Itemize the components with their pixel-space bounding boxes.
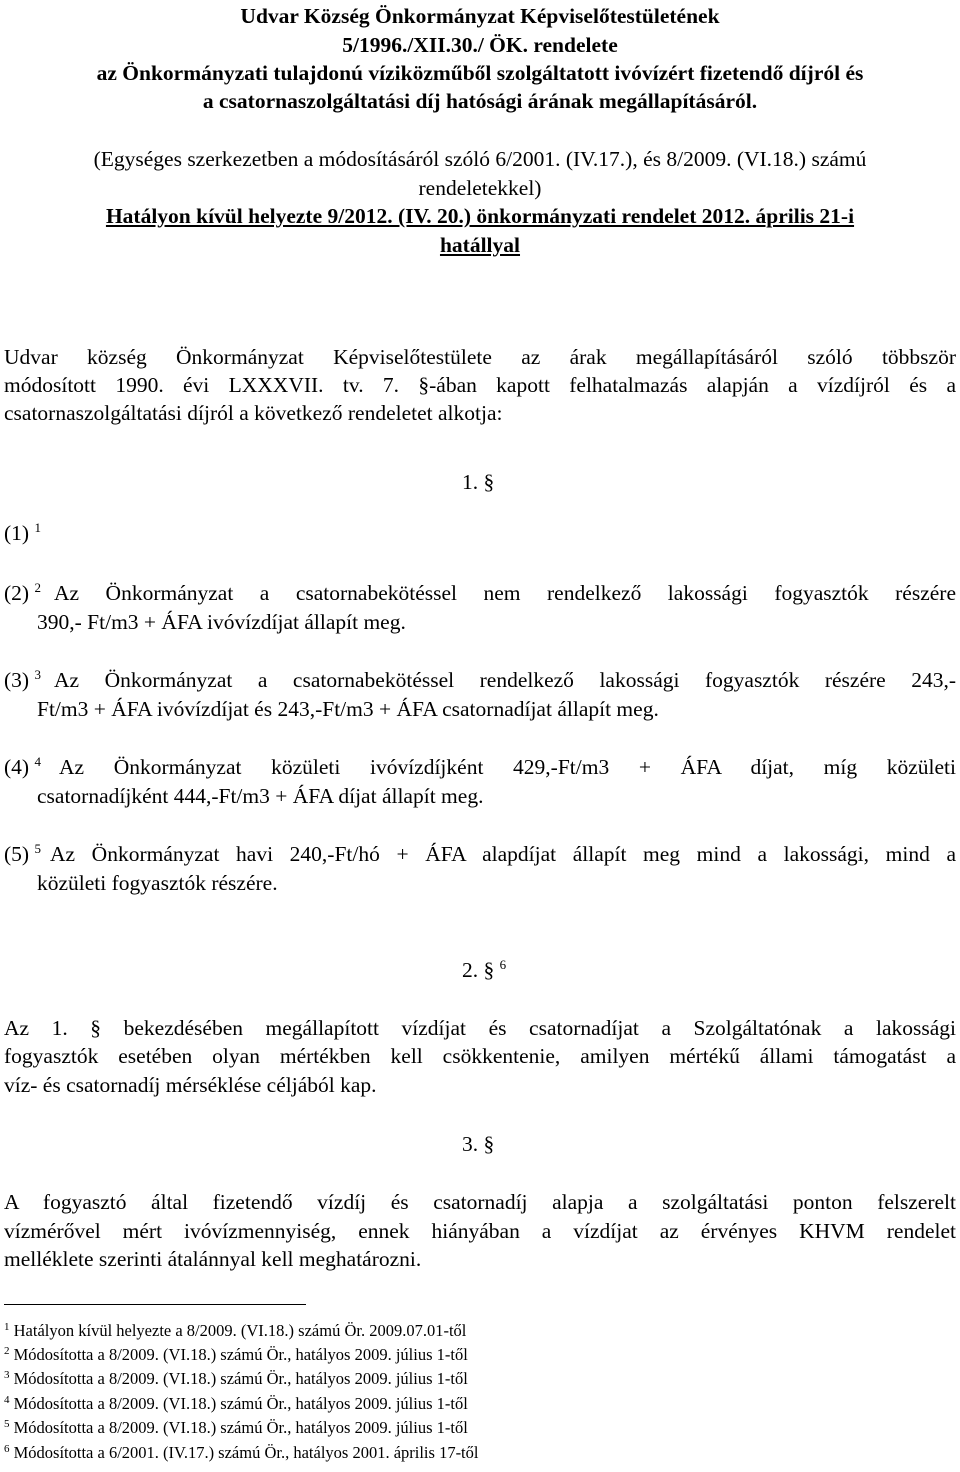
repeal-note-line-1: Hatályon kívül helyezte 9/2012. (IV. 20.) önkormányzati rendelet 2012. április 21-i [105,204,855,228]
paragraph-3-line-1: Az Önkormányzat a csatornabekötéssel rendelkező lakossági fogyasztók részére 243,- [54,668,956,692]
footnote-4: $^4$ Módosította a 8/2009. (VI.18.) számú Ör., hatályos 2009. július 1-től [4,1394,468,1413]
footnote-3: $^3$ Módosította a 8/2009. (VI.18.) számú Ör., hatályos 2009. július 1-től [4,1369,468,1388]
footnote-ref-2: 2 [34,580,41,595]
paragraph-1-number: (1) $^1$ [4,520,41,545]
preamble-line-3: csatornaszolgáltatási díjról a következő rendeletet alkotja: [4,401,503,425]
footnote-6: $^6$ Módosította a 6/2001. (IV.17.) számú Ör., hatályos 2001. április 17-től [4,1443,479,1462]
section-3-heading: 3. § [462,1132,495,1156]
footnote-ref-4: 4 [34,754,41,769]
footnote-ref-5: 5 [34,841,41,856]
paragraph-2-line-2: 390,- Ft/m3 + ÁFA ivóvízdíjat állapít meg. [37,610,406,634]
consolidation-note-line-2: rendeletekkel) [418,176,542,200]
section-3-line-1: A fogyasztó által fizetendő vízdíj és csatornadíj alapja a szolgáltatási ponton felszerelt [4,1190,956,1214]
paragraph-4-number: (4) $^4$ [4,754,41,779]
footnote-ref-1: 1 [34,520,41,535]
paragraph-5-line-2: közületi fogyasztók részére. [37,871,278,895]
title-line-1: Udvar Község Önkormányzat Képviselőtestületének [240,4,720,28]
preamble-line-1: Udvar község Önkormányzat Képviselőtestülete az árak megállapításáról szóló többször [4,345,956,369]
title-line-2: 5/1996./XII.30./ ÖK. rendelete [342,33,618,57]
consolidation-note-line-1: (Egységes szerkezetben a módosításáról szóló 6/2001. (IV.17.), és 8/2009. (VI.18.) számú [93,147,867,171]
paragraph-4-line-2: csatornadíjként 444,-Ft/m3 + ÁFA díjat állapít meg. [37,784,484,808]
section-1-heading: 1. § [462,470,495,494]
footnote-ref-3: 3 [34,667,41,682]
paragraph-2-line-1: Az Önkormányzat a csatornabekötéssel nem rendelkező lakossági fogyasztók részére [54,581,956,605]
title-line-3: az Önkormányzati tulajdonú víziközműből szolgáltatott ivóvízért fizetendő díjról és [96,61,864,85]
paragraph-5-number: (5) $^5$ [4,841,41,866]
preamble-line-2: módosított 1990. évi LXXXVII. tv. 7. §-ában kapott felhatalmazás alapján a vízdíjról és a [4,373,956,397]
paragraph-4-line-1: Az Önkormányzat közületi ivóvízdíjként 429,-Ft/m3 + ÁFA díjat, míg közületi [59,755,956,779]
section-3-line-3: melléklete szerinti átalánnyal kell meghatározni. [4,1247,422,1271]
footnote-2: $^2$ Módosította a 8/2009. (VI.18.) számú Ör., hatályos 2009. július 1-től [4,1345,468,1364]
footnote-5: $^5$ Módosította a 8/2009. (VI.18.) számú Ör., hatályos 2009. július 1-től [4,1418,468,1437]
footnote-ref-6: 6 [499,957,507,972]
section-2-line-1: Az 1. § bekezdésében megállapított vízdíjat és csatornadíjat a Szolgáltatónak a lakossági [4,1016,956,1040]
section-3-line-2: vízmérővel mért ivóvízmennyiség, ennek hiányában a vízdíjat az érvényes KHVM rendelet [4,1219,956,1243]
paragraph-2-number: (2) $^2$ [4,580,41,605]
section-2-line-2: fogyasztók esetében olyan mértékben kell csökkentenie, amilyen mértékű állami támogatást a [4,1044,956,1068]
paragraph-5-line-1: Az Önkormányzat havi 240,-Ft/hó + ÁFA alapdíjat állapít meg mind a lakossági, mind a [50,842,956,866]
repeal-note-line-2: hatállyal [439,233,521,257]
paragraph-3-line-2: Ft/m3 + ÁFA ivóvízdíjat és 243,-Ft/m3 + ÁFA csatornadíjat állapít meg. [37,697,659,721]
section-2-heading: 2. § $^6$ [462,957,507,982]
footnote-1: $^1$ Hatályon kívül helyezte a 8/2009. (VI.18.) számú Ör. 2009.07.01-től [4,1321,467,1340]
section-2-line-3: víz- és csatornadíj mérséklése céljából kap. [4,1073,377,1097]
paragraph-3-number: (3) $^3$ [4,667,41,692]
title-line-4: a csatornaszolgáltatási díj hatósági árának megállapításáról. [202,89,758,113]
footnote-separator [4,1304,306,1305]
